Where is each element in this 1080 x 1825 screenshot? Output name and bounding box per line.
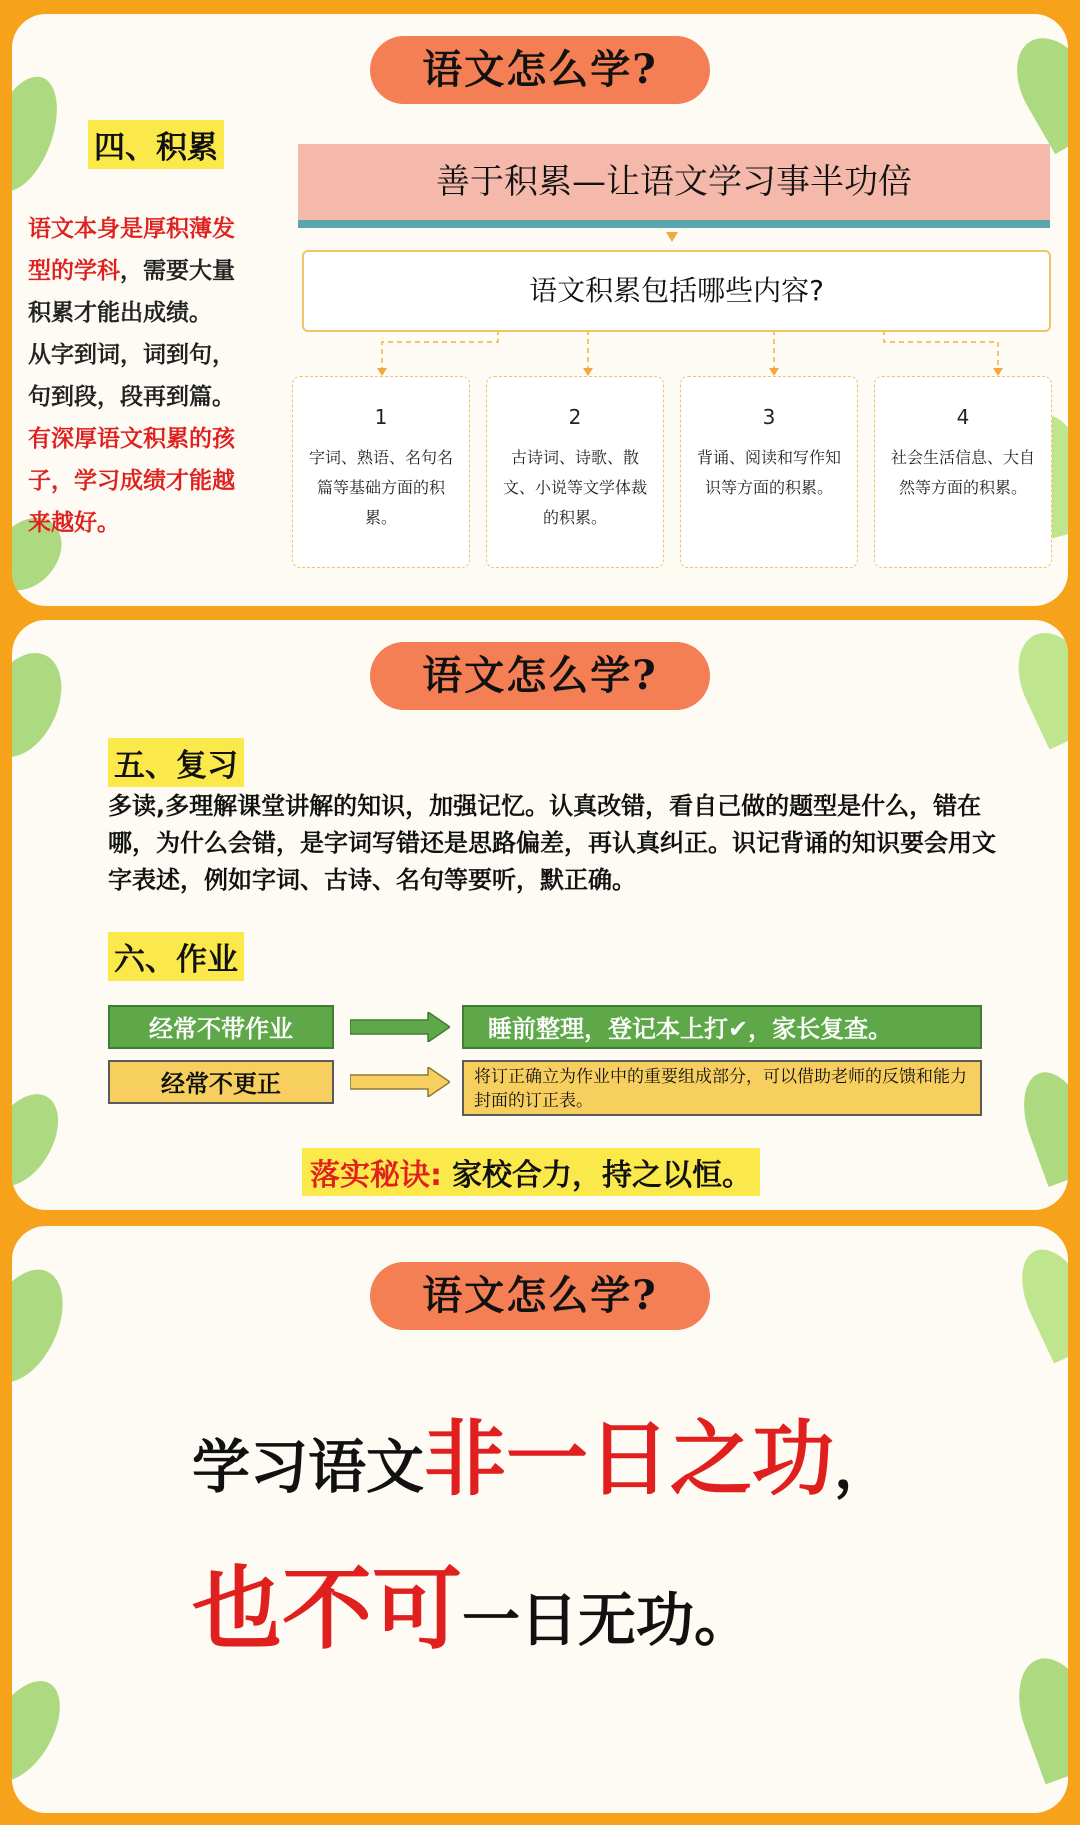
leaf-decoration xyxy=(12,1668,75,1793)
card-text: 背诵、阅读和写作知识等方面的积累。 xyxy=(696,448,841,497)
text-line: 积累才能出成绩。 xyxy=(28,300,212,326)
slide-title: 语文怎么学? xyxy=(370,642,710,710)
leaf-decoration xyxy=(1003,620,1068,749)
slide-title: 语文怎么学? xyxy=(370,1262,710,1330)
down-arrow-icon xyxy=(666,232,678,242)
text-line: 来越好。 xyxy=(28,510,120,536)
section-heading: 四、积累 xyxy=(88,120,224,169)
text-line: 语文本身是厚积薄发 xyxy=(28,216,235,242)
content-card-3 xyxy=(680,376,858,568)
leaf-decoration xyxy=(12,1082,73,1199)
card-number: 1 xyxy=(374,405,388,429)
text-black: ，需要大量 xyxy=(120,258,235,284)
right-arrow-icon xyxy=(350,1012,450,1042)
quote-line-2 xyxy=(192,1536,752,1666)
solution-box: 将订正确立为作业中的重要组成部分，可以借助老师的反馈和能力封面的订正表。 xyxy=(462,1060,982,1116)
leaf-decoration xyxy=(12,1257,79,1395)
leaf-decoration xyxy=(12,67,71,200)
card-number: 2 xyxy=(568,405,582,429)
content-card-2 xyxy=(486,376,664,568)
card-text: 古诗词、诗歌、散文、小说等文学体裁的积累。 xyxy=(502,448,647,527)
section-heading-homework: 六、作业 xyxy=(108,932,244,981)
leaf-decoration xyxy=(1011,1063,1068,1187)
content-card-4 xyxy=(874,376,1052,568)
leaf-decoration xyxy=(12,640,77,769)
text-line: 句到段，段再到篇。 xyxy=(28,384,235,410)
quote-red: 非一日之功 xyxy=(424,1412,835,1507)
leaf-decoration xyxy=(1005,1648,1068,1785)
slide-review-homework xyxy=(12,620,1068,1210)
content-card-1 xyxy=(292,376,470,568)
quote-black: 学习语文 xyxy=(192,1433,425,1501)
quote-line-1 xyxy=(192,1394,892,1511)
leaf-decoration xyxy=(1008,1238,1068,1363)
banner-heading: 善于积累—让语文学习事半功倍 xyxy=(298,144,1050,228)
left-description xyxy=(28,208,298,544)
text-line: 子，学习成绩才能越 xyxy=(28,468,235,494)
card-text: 字词、熟语、名句名篇等基础方面的积累。 xyxy=(308,448,453,527)
right-arrow-icon xyxy=(350,1067,450,1097)
quote-red: 也不可 xyxy=(192,1557,462,1662)
solution-box: 睡前整理，登记本上打✔，家长复查。 xyxy=(462,1005,982,1049)
slide-accumulation xyxy=(12,14,1068,606)
tip-label: 落实秘诀: xyxy=(310,1158,442,1193)
leaf-decoration xyxy=(1000,24,1068,154)
text-line: 从字到词，词到句， xyxy=(28,342,235,368)
text-red: 型的学科 xyxy=(28,258,120,284)
text-line xyxy=(28,250,298,292)
slide-title: 语文怎么学? xyxy=(370,36,710,104)
quote-black: 一日无功。 xyxy=(462,1586,753,1654)
question-box: 语文积累包括哪些内容? xyxy=(302,250,1051,332)
tip-text: 家校合力，持之以恒。 xyxy=(452,1158,752,1193)
problem-box: 经常不带作业 xyxy=(108,1005,334,1049)
tip-line xyxy=(302,1148,760,1196)
card-number: 3 xyxy=(762,405,776,429)
text-line: 有深厚语文积累的孩 xyxy=(28,426,235,452)
card-number: 4 xyxy=(956,405,970,429)
section-heading-review: 五、复习 xyxy=(108,738,244,787)
quote-comma: ， xyxy=(834,1433,893,1501)
slide-conclusion xyxy=(12,1226,1068,1813)
card-text: 社会生活信息、大自然等方面的积累。 xyxy=(890,448,1035,497)
review-text: 多读,多理解课堂讲解的知识，加强记忆。认真改错，看自己做的题型是什么，错在哪，为什么会错，是字词写错还是思路偏差，再认真纠正。识记背诵的知识要会用文字表述，例如字词、古诗、名句等要听，默正确。 xyxy=(108,792,996,894)
problem-box: 经常不更正 xyxy=(108,1060,334,1104)
